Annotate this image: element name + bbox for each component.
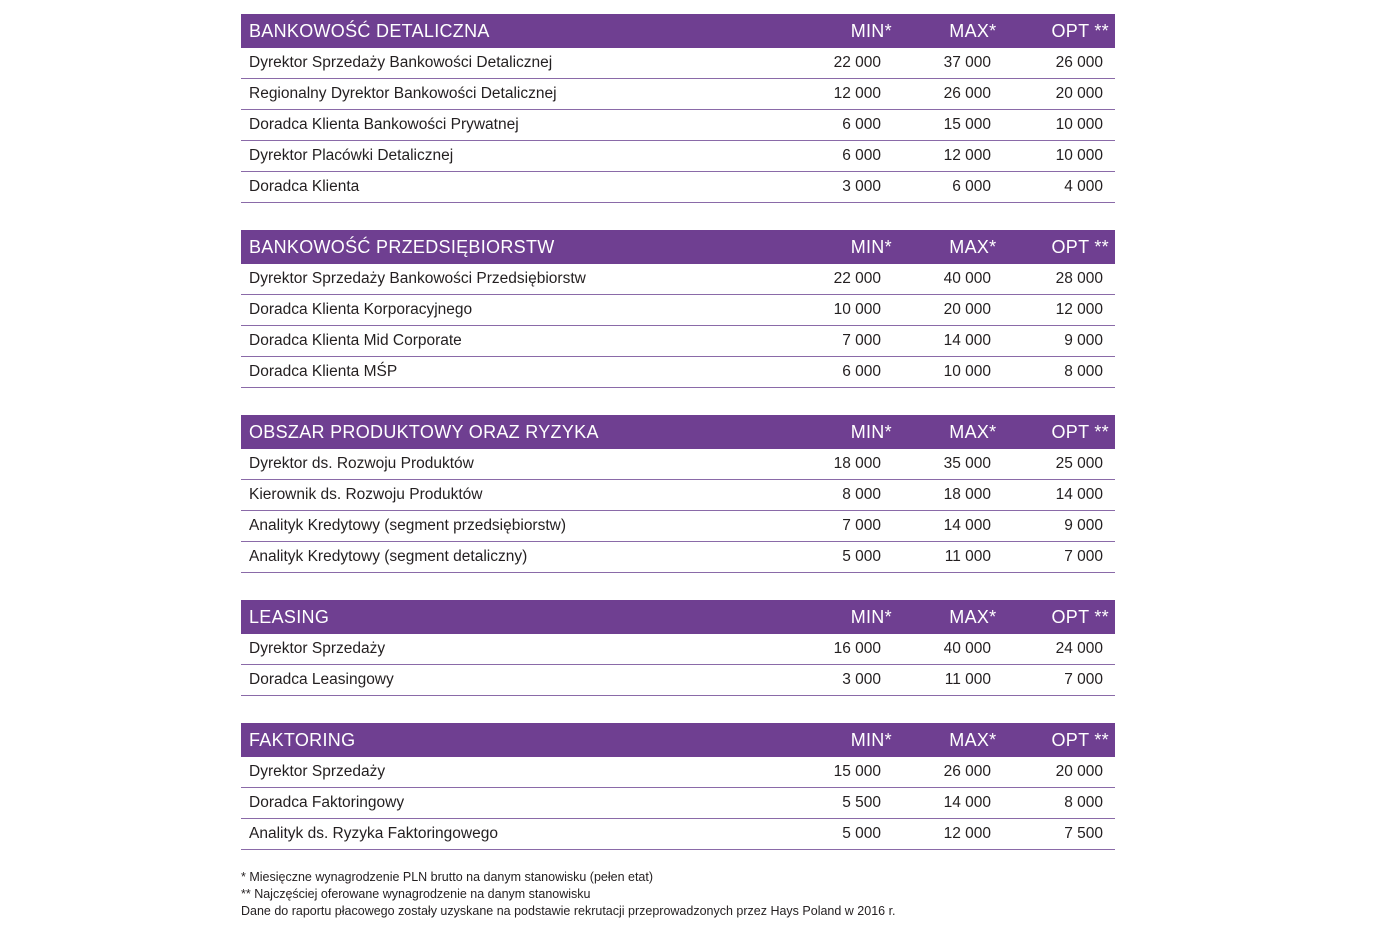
section-title: FAKTORING [249,729,356,750]
position-label: Analityk Kredytowy (segment detaliczny) [249,548,528,565]
opt-value: 24 000 [1055,640,1103,657]
position-label: Kierownik ds. Rozwoju Produktów [249,486,483,503]
position-label: Dyrektor Sprzedaży [249,763,386,780]
position-label: Doradca Klienta [249,178,360,195]
max-value: 26 000 [943,763,991,780]
min-value: 22 000 [833,270,881,287]
table-row [241,264,1115,295]
section-header [241,14,1115,48]
section-leasing [241,600,1115,696]
column-header-opt: OPT ** [1051,236,1109,257]
max-value: 26 000 [943,85,991,102]
footnote-source: Dane do raportu płacowego zostały uzyskane na podstawie rekrutacji przeprowadzonych przez Hays Poland w 2016 r. [241,904,896,918]
opt-value: 8 000 [1064,363,1103,380]
position-label: Doradca Klienta Bankowości Prywatnej [249,116,519,133]
table-row [241,788,1115,819]
min-value: 12 000 [833,85,881,102]
column-headers [811,607,1115,628]
position-label: Doradca Faktoringowy [249,794,405,811]
max-value: 11 000 [944,548,991,565]
section-title: OBSZAR PRODUKTOWY ORAZ RYZYKA [249,421,599,442]
min-value: 3 000 [842,671,881,688]
column-headers [811,21,1115,42]
section-title: BANKOWOŚĆ DETALICZNA [249,20,490,41]
min-value: 10 000 [833,301,881,318]
opt-value: 7 000 [1064,671,1103,688]
column-header-min: MIN* [850,20,892,41]
max-value: 40 000 [943,640,991,657]
min-value: 22 000 [833,54,881,71]
footnote-min-max: * Miesięczne wynagrodzenie PLN brutto na danym stanowisku (pełen etat) [241,870,654,884]
column-header-max: MAX* [949,20,997,41]
table-row [241,357,1115,388]
opt-value: 26 000 [1055,54,1103,71]
section-bankowosc-przedsiebiorstw [241,230,1115,388]
max-value: 6 000 [952,178,991,195]
column-header-min: MIN* [850,421,892,442]
max-value: 20 000 [943,301,991,318]
max-value: 18 000 [943,486,991,503]
section-title: LEASING [249,606,330,627]
section-title: BANKOWOŚĆ PRZEDSIĘBIORSTW [249,236,555,257]
section-faktoring [241,723,1115,850]
max-value: 40 000 [943,270,991,287]
max-value: 14 000 [943,517,991,534]
min-value: 7 000 [842,332,881,349]
table-row [241,79,1115,110]
column-header-max: MAX* [949,421,997,442]
column-header-opt: OPT ** [1051,20,1109,41]
section-header [241,723,1115,757]
max-value: 11 000 [944,671,991,688]
opt-value: 4 000 [1064,178,1103,195]
min-value: 6 000 [842,116,881,133]
min-value: 7 000 [842,517,881,534]
position-label: Doradca Klienta MŚP [249,363,398,380]
column-header-min: MIN* [850,606,892,627]
min-value: 18 000 [833,455,881,472]
opt-value: 14 000 [1055,486,1103,503]
opt-value: 10 000 [1055,116,1103,133]
min-value: 5 500 [842,794,881,811]
position-label: Dyrektor Sprzedaży Bankowości Przedsiębiorstw [249,270,586,287]
table-row [241,665,1115,696]
max-value: 15 000 [943,116,991,133]
table-row [241,542,1115,573]
table-row [241,172,1115,203]
min-value: 15 000 [833,763,881,780]
position-label: Dyrektor ds. Rozwoju Produktów [249,455,474,472]
min-value: 5 000 [842,825,881,842]
min-value: 8 000 [842,486,881,503]
column-headers [811,422,1115,443]
min-value: 6 000 [842,363,881,380]
section-obszar-produktowy [241,415,1115,573]
column-header-max: MAX* [949,606,997,627]
position-label: Analityk Kredytowy (segment przedsiębiorstw) [249,517,567,534]
max-value: 35 000 [943,455,991,472]
table-row [241,480,1115,511]
min-value: 3 000 [842,178,881,195]
opt-value: 9 000 [1064,332,1103,349]
max-value: 12 000 [943,147,991,164]
position-label: Doradca Klienta Korporacyjnego [249,301,473,318]
column-header-min: MIN* [850,729,892,750]
section-header [241,600,1115,634]
column-header-opt: OPT ** [1051,606,1109,627]
table-row [241,326,1115,357]
table-row [241,295,1115,326]
column-headers [811,237,1115,258]
opt-value: 28 000 [1055,270,1103,287]
table-row [241,48,1115,79]
opt-value: 9 000 [1064,517,1103,534]
max-value: 14 000 [943,794,991,811]
position-label: Dyrektor Sprzedaży Bankowości Detalicznej [249,54,553,71]
opt-value: 10 000 [1055,147,1103,164]
section-header [241,415,1115,449]
column-header-max: MAX* [949,729,997,750]
column-header-max: MAX* [949,236,997,257]
opt-value: 20 000 [1055,763,1103,780]
position-label: Dyrektor Sprzedaży [249,640,386,657]
position-label: Analityk ds. Ryzyka Faktoringowego [249,825,498,842]
min-value: 16 000 [833,640,881,657]
opt-value: 7 500 [1064,825,1103,842]
table-row [241,757,1115,788]
salary-report [241,14,1115,920]
position-label: Regionalny Dyrektor Bankowości Detalicznej [249,85,557,102]
footnote-opt: ** Najczęściej oferowane wynagrodzenie na danym stanowisku [241,887,591,901]
table-row [241,110,1115,141]
opt-value: 7 000 [1064,548,1103,565]
position-label: Doradca Leasingowy [249,671,394,688]
footnotes [241,869,1115,920]
opt-value: 12 000 [1055,301,1103,318]
table-row [241,819,1115,850]
position-label: Doradca Klienta Mid Corporate [249,332,462,349]
table-row [241,511,1115,542]
max-value: 12 000 [943,825,991,842]
opt-value: 20 000 [1055,85,1103,102]
min-value: 5 000 [842,548,881,565]
table-row [241,634,1115,665]
max-value: 14 000 [943,332,991,349]
column-header-min: MIN* [850,236,892,257]
table-row [241,141,1115,172]
opt-value: 25 000 [1055,455,1103,472]
section-header [241,230,1115,264]
max-value: 37 000 [943,54,991,71]
column-header-opt: OPT ** [1051,421,1109,442]
table-row [241,449,1115,480]
column-header-opt: OPT ** [1051,729,1109,750]
min-value: 6 000 [842,147,881,164]
column-headers [811,730,1115,751]
position-label: Dyrektor Placówki Detalicznej [249,147,454,164]
opt-value: 8 000 [1064,794,1103,811]
max-value: 10 000 [943,363,991,380]
section-bankowosc-detaliczna [241,14,1115,203]
